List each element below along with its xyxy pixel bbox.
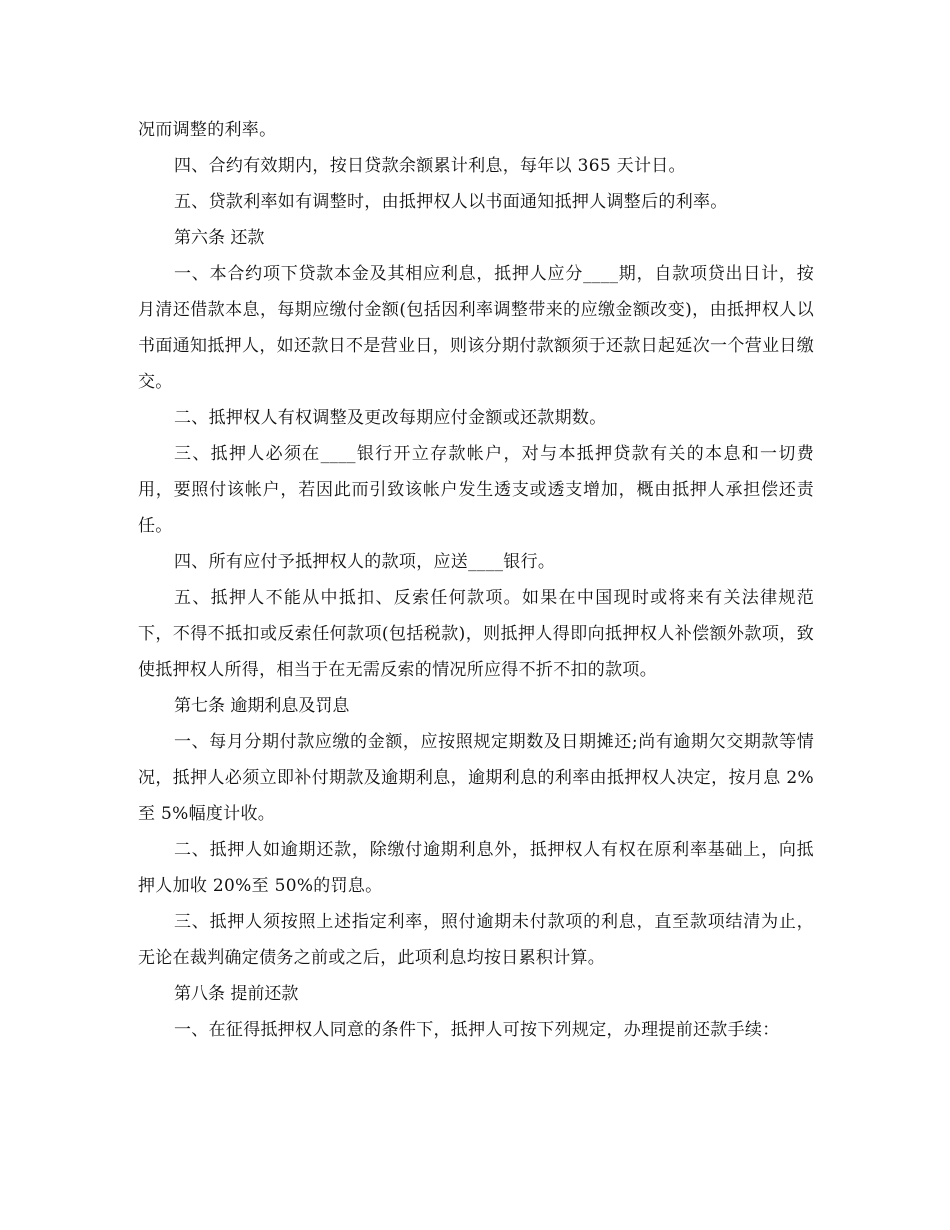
- article-7-heading: 第七条 逾期利息及罚息: [174, 696, 350, 716]
- document-body: [138, 112, 814, 1048]
- paragraph-article-8-clause-1: 一、在征得抵押权人同意的条件下，抵押人可按下列规定，办理提前还款手续：: [174, 1020, 780, 1040]
- paragraph-article-7-clause-3: 三、抵押人须按照上述指定利率，照付逾期未付款项的利息，直至款项结清为止，无论在裁判确定债务之前或之后，此项利息均按日累积计算。: [138, 912, 814, 968]
- article-6-heading: 第六条 还款: [174, 228, 265, 248]
- paragraph-clause-4-interest: 四、合约有效期内，按日贷款余额累计利息，每年以 365 天计日。: [174, 156, 686, 176]
- article-8-heading: 第八条 提前还款: [174, 984, 299, 1004]
- paragraph-article-7-clause-1: 一、每月分期付款应缴的金额，应按照规定期数及日期摊还;尚有逾期欠交期款等情况，抵押人必须立即补付期款及逾期利息，逾期利息的利率由抵押权人决定，按月息 2%至 5%幅度计收。: [138, 732, 814, 824]
- paragraph-article-7-clause-2: 二、抵押人如逾期还款，除缴付逾期利息外，抵押权人有权在原利率基础上，向抵押人加收 20%至 50%的罚息。: [138, 840, 814, 896]
- paragraph-continuation: 况而调整的利率。: [138, 120, 277, 140]
- paragraph-article-6-clause-4: 四、所有应付予抵押权人的款项，应送____银行。: [174, 552, 556, 572]
- paragraph-article-6-clause-2: 二、抵押权人有权调整及更改每期应付金额或还款期数。: [174, 408, 607, 428]
- paragraph-clause-5-rate-adjustment: 五、贷款利率如有调整时，由抵押权人以书面通知抵押人调整后的利率。: [174, 192, 728, 212]
- paragraph-article-6-clause-3: 三、抵押人必须在____银行开立存款帐户，对与本抵押贷款有关的本息和一切费用，要照付该帐户，若因此而引致该帐户发生透支或透支增加，概由抵押人承担偿还责任。: [138, 444, 814, 536]
- paragraph-article-6-clause-1: 一、本合约项下贷款本金及其相应利息，抵押人应分____期，自款项贷出日计，按月清还借款本息，每期应缴付金额(包括因利率调整带来的应缴金额改变)，由抵押权人以书面通知抵押人，如还款日不是营业日，则该分期付款额须于还款日起延次一个营业日缴交。: [138, 264, 814, 392]
- paragraph-article-6-clause-5: 五、抵押人不能从中抵扣、反索任何款项。如果在中国现时或将来有关法律规范下，不得不抵扣或反索任何款项(包括税款)，则抵押人得即向抵押权人补偿额外款项，致使抵押权人所得，相当于在无需反索的情况所应得不折不扣的款项。: [138, 588, 814, 680]
